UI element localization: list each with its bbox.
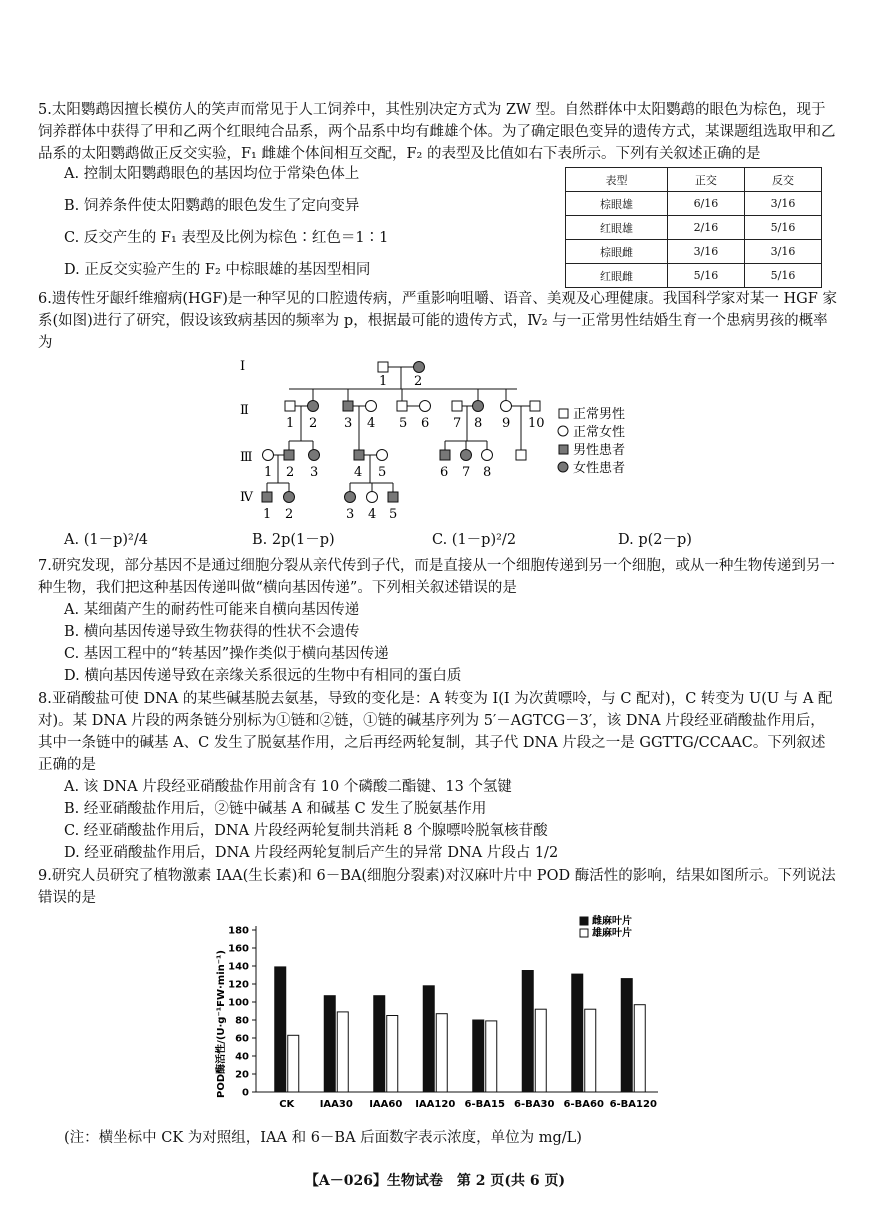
affected-male-symbol	[440, 450, 450, 460]
bar-female	[473, 1020, 484, 1092]
q5-option-b[interactable]: B. 饲养条件使太阳鹦鹉的眼色发生了定向变异	[64, 198, 360, 214]
x-tick-label: 6-BA120	[609, 1099, 657, 1110]
bar-male	[436, 1014, 447, 1092]
table-cell: 2/16	[667, 216, 744, 240]
q5-option-a[interactable]: A. 控制太阳鹦鹉眼色的基因均位于常染色体上	[64, 166, 360, 182]
normal-female-symbol	[367, 492, 378, 503]
table-header-cell: 反交	[744, 168, 821, 192]
table-cell: 5/16	[744, 264, 821, 288]
q6-stem: 6.遗传性牙龈纤维瘤病(HGF)是一种罕见的口腔遗传病，严重影响咀嚼、语音、美观及心理健康。我国科学家对某一 HGF 家系(如图)进行了研究，假设该致病基因的频率为 p，根据最可能的遗传方式，Ⅳ₂ 与一正常男性结婚生育一个患病男孩的概率为	[38, 291, 837, 351]
svg-text:2: 2	[286, 465, 295, 480]
table-cell: 5/16	[744, 216, 821, 240]
page-footer: 【A－026】生物试卷 第 2 页(共 6 页)	[304, 1173, 566, 1189]
table-cell: 红眼雄	[566, 216, 668, 240]
bar-male	[486, 1021, 497, 1092]
affected-male-symbol	[262, 492, 272, 502]
x-tick-label: IAA120	[415, 1099, 456, 1110]
q6-option-a[interactable]: A. (1－p)²/4	[64, 532, 148, 548]
table-cell: 棕眼雄	[566, 192, 668, 216]
table-cell: 6/16	[667, 192, 744, 216]
affected-female-symbol	[309, 450, 320, 461]
y-tick-label: 0	[242, 1087, 249, 1099]
normal-female-symbol	[482, 450, 493, 461]
bar-male	[387, 1016, 398, 1093]
normal-female-symbol	[420, 401, 431, 412]
q7-stem: 7.研究发现，部分基因不是通过细胞分裂从亲代传到子代，而是直接从一个细胞传递到另一个细胞，或从一种生物传递到另一种生物，我们把这种基因传递叫做“横向基因传递”。下列相关叙述错误的是	[38, 558, 835, 596]
table-row	[566, 240, 822, 264]
svg-text:3: 3	[344, 416, 353, 431]
normal-male-symbol	[397, 401, 407, 411]
x-tick-label: 6-BA30	[514, 1099, 555, 1110]
q7-option-c[interactable]: C. 基因工程中的“转基因”操作类似于横向基因传递	[64, 646, 389, 662]
bar-male	[337, 1012, 348, 1092]
legend-swatch	[580, 917, 588, 925]
svg-text:4: 4	[354, 465, 363, 480]
normal-female-symbol	[501, 401, 512, 412]
svg-text:1: 1	[263, 507, 272, 522]
affected-female-symbol	[284, 492, 295, 503]
affected-female-symbol	[473, 401, 484, 412]
svg-text:1: 1	[286, 416, 295, 431]
svg-text:6: 6	[440, 465, 449, 480]
svg-text:1: 1	[379, 374, 388, 389]
q9-stem: 9.研究人员研究了植物激素 IAA(生长素)和 6－BA(细胞分裂素)对汉麻叶片中 POD 酶活性的影响，结果如图所示。下列说法错误的是	[38, 868, 836, 906]
x-tick-label: 6-BA60	[563, 1099, 604, 1110]
table-cell: 3/16	[744, 240, 821, 264]
legend-label: 雌麻叶片	[592, 916, 632, 927]
bar-male	[585, 1009, 596, 1092]
legend-affected-female-icon	[558, 462, 568, 472]
table-row	[566, 216, 822, 240]
svg-text:1: 1	[264, 465, 273, 480]
x-tick-label: IAA30	[319, 1099, 353, 1110]
legend-normal-female-icon	[558, 426, 568, 436]
generation-label: Ⅰ	[240, 359, 246, 374]
y-tick-label: 20	[235, 1069, 249, 1081]
bar-female	[572, 974, 583, 1092]
legend-label: 正常女性	[573, 425, 626, 440]
svg-text:5: 5	[378, 465, 387, 480]
bar-female	[324, 996, 335, 1092]
bar-male	[288, 1035, 299, 1092]
svg-text:5: 5	[389, 507, 398, 522]
affected-female-symbol	[461, 450, 472, 461]
y-tick-label: 160	[228, 943, 249, 955]
normal-male-symbol	[378, 362, 388, 372]
bar-female	[423, 986, 434, 1092]
q8-option-a[interactable]: A. 该 DNA 片段经亚硝酸盐作用前含有 10 个磷酸二酯键、13 个氢键	[64, 779, 512, 795]
q7-option-d[interactable]: D. 横向基因传递导致在亲缘关系很远的生物中有相同的蛋白质	[64, 668, 462, 684]
normal-male-symbol	[530, 401, 540, 411]
affected-female-symbol	[414, 362, 425, 373]
svg-text:9: 9	[502, 416, 511, 431]
table-cell: 3/16	[744, 192, 821, 216]
q8-stem: 8.亚硝酸盐可使 DNA 的某些碱基脱去氨基，导致的变化是：A 转变为 I(I 为次黄嘌呤，与 C 配对)，C 转变为 U(U 与 A 配对)。某 DNA 片段的两条链分别标为①链和②链，①链的碱基序列为 5′－AGTCG－3′，该 DNA 片段经亚硝酸盐作用后，其中一条链中的碱基 A、C 发生了脱氨基作用，之后再经两轮复制，其子代 DNA 片段之一是 GGTTG/CCAAC。下列叙述正确的是	[38, 691, 833, 773]
generation-label: Ⅱ	[240, 403, 249, 418]
y-tick-label: 60	[235, 1033, 249, 1045]
svg-text:4: 4	[368, 507, 377, 522]
bar-female	[522, 971, 533, 1093]
table-row	[566, 192, 822, 216]
x-tick-label: 6-BA15	[464, 1099, 505, 1110]
legend-label: 男性患者	[573, 443, 626, 458]
svg-text:10: 10	[528, 416, 545, 431]
legend-label: 女性患者	[573, 461, 626, 476]
affected-male-symbol	[388, 492, 398, 502]
normal-male-symbol	[516, 450, 526, 460]
svg-text:8: 8	[474, 416, 483, 431]
svg-text:6: 6	[421, 416, 430, 431]
normal-male-symbol	[452, 401, 462, 411]
bar-female	[374, 996, 385, 1092]
q9-note: (注：横坐标中 CK 为对照组，IAA 和 6－BA 后面数字表示浓度，单位为 mg/L)	[64, 1130, 582, 1146]
table-cell: 红眼雌	[566, 264, 668, 288]
bar-male	[634, 1005, 645, 1092]
q5-option-c[interactable]: C. 反交产生的 F₁ 表型及比例为棕色∶红色＝1∶1	[64, 230, 389, 246]
x-tick-label: IAA60	[369, 1099, 403, 1110]
svg-text:7: 7	[453, 416, 462, 431]
q5-stem: 5.太阳鹦鹉因擅长模仿人的笑声而常见于人工饲养中，其性别决定方式为 ZW 型。自然群体中太阳鹦鹉的眼色为棕色，现于饲养群体中获得了甲和乙两个红眼纯合品系，两个品系中均有雌雄个体。为了确定眼色变异的遗传方式，某课题组选取甲和乙品系的太阳鹦鹉做正反交实验，F₁ 雌雄个体间相互交配，F₂ 的表型及比值如右下表所示。下列有关叙述正确的是	[38, 102, 836, 162]
affected-male-symbol	[284, 450, 294, 460]
affected-male-symbol	[354, 450, 364, 460]
q5-option-d[interactable]: D. 正反交实验产生的 F₂ 中棕眼雄的基因型相同	[64, 262, 371, 278]
y-axis-label: POD酶活性/(U·g⁻¹FW·min⁻¹)	[216, 950, 227, 1098]
affected-female-symbol	[308, 401, 319, 412]
q6-option-d[interactable]: D. p(2－p)	[618, 532, 692, 548]
q8-option-d[interactable]: D. 经亚硝酸盐作用后，DNA 片段经两轮复制后产生的异常 DNA 片段占 1/2	[64, 845, 559, 861]
y-tick-label: 100	[228, 997, 249, 1009]
svg-text:7: 7	[462, 465, 471, 480]
legend-label: 正常男性	[573, 407, 626, 422]
svg-text:4: 4	[367, 416, 376, 431]
table-cell: 3/16	[667, 240, 744, 264]
table-cell: 5/16	[667, 264, 744, 288]
generation-label: Ⅲ	[240, 450, 253, 465]
bar-female	[621, 979, 632, 1092]
q7-option-b[interactable]: B. 横向基因传递导致生物获得的性状不会遗传	[64, 624, 360, 640]
normal-female-symbol	[377, 450, 388, 461]
generation-label: Ⅳ	[240, 490, 253, 505]
pod-activity-bar-chart	[208, 912, 673, 1120]
table-header-cell: 表型	[566, 168, 668, 192]
y-tick-label: 180	[228, 925, 249, 937]
affected-female-symbol	[345, 492, 356, 503]
svg-text:5: 5	[399, 416, 408, 431]
normal-female-symbol	[263, 450, 274, 461]
x-tick-label: CK	[279, 1099, 295, 1110]
svg-text:2: 2	[414, 374, 423, 389]
table-row	[566, 264, 822, 288]
bar-male	[535, 1009, 546, 1092]
q6-option-c[interactable]: C. (1－p)²/2	[432, 532, 517, 548]
svg-text:3: 3	[346, 507, 355, 522]
bar-female	[275, 967, 286, 1092]
y-tick-label: 120	[228, 979, 249, 991]
normal-male-symbol	[285, 401, 295, 411]
q6-option-b[interactable]: B. 2p(1－p)	[252, 532, 335, 548]
y-tick-label: 40	[235, 1051, 249, 1063]
table-header-row	[566, 168, 822, 192]
svg-text:2: 2	[309, 416, 318, 431]
y-tick-label: 140	[228, 961, 249, 973]
legend-normal-male-icon	[559, 409, 568, 418]
q7-option-a[interactable]: A. 某细菌产生的耐药性可能来自横向基因传递	[64, 602, 360, 618]
legend-swatch	[580, 929, 588, 937]
table-cell: 棕眼雌	[566, 240, 668, 264]
q8-option-c[interactable]: C. 经亚硝酸盐作用后，DNA 片段经两轮复制共消耗 8 个腺嘌呤脱氧核苷酸	[64, 823, 548, 839]
svg-text:3: 3	[310, 465, 319, 480]
affected-male-symbol	[343, 401, 353, 411]
y-tick-label: 80	[235, 1015, 249, 1027]
legend-affected-male-icon	[559, 445, 568, 454]
table-header-cell: 正交	[667, 168, 744, 192]
pedigree-diagram	[230, 355, 650, 527]
q5-table	[565, 167, 822, 288]
normal-female-symbol	[366, 401, 377, 412]
legend-label: 雄麻叶片	[592, 928, 632, 939]
svg-text:8: 8	[483, 465, 492, 480]
q8-option-b[interactable]: B. 经亚硝酸盐作用后，②链中碱基 A 和碱基 C 发生了脱氨基作用	[64, 801, 487, 817]
svg-text:2: 2	[285, 507, 294, 522]
